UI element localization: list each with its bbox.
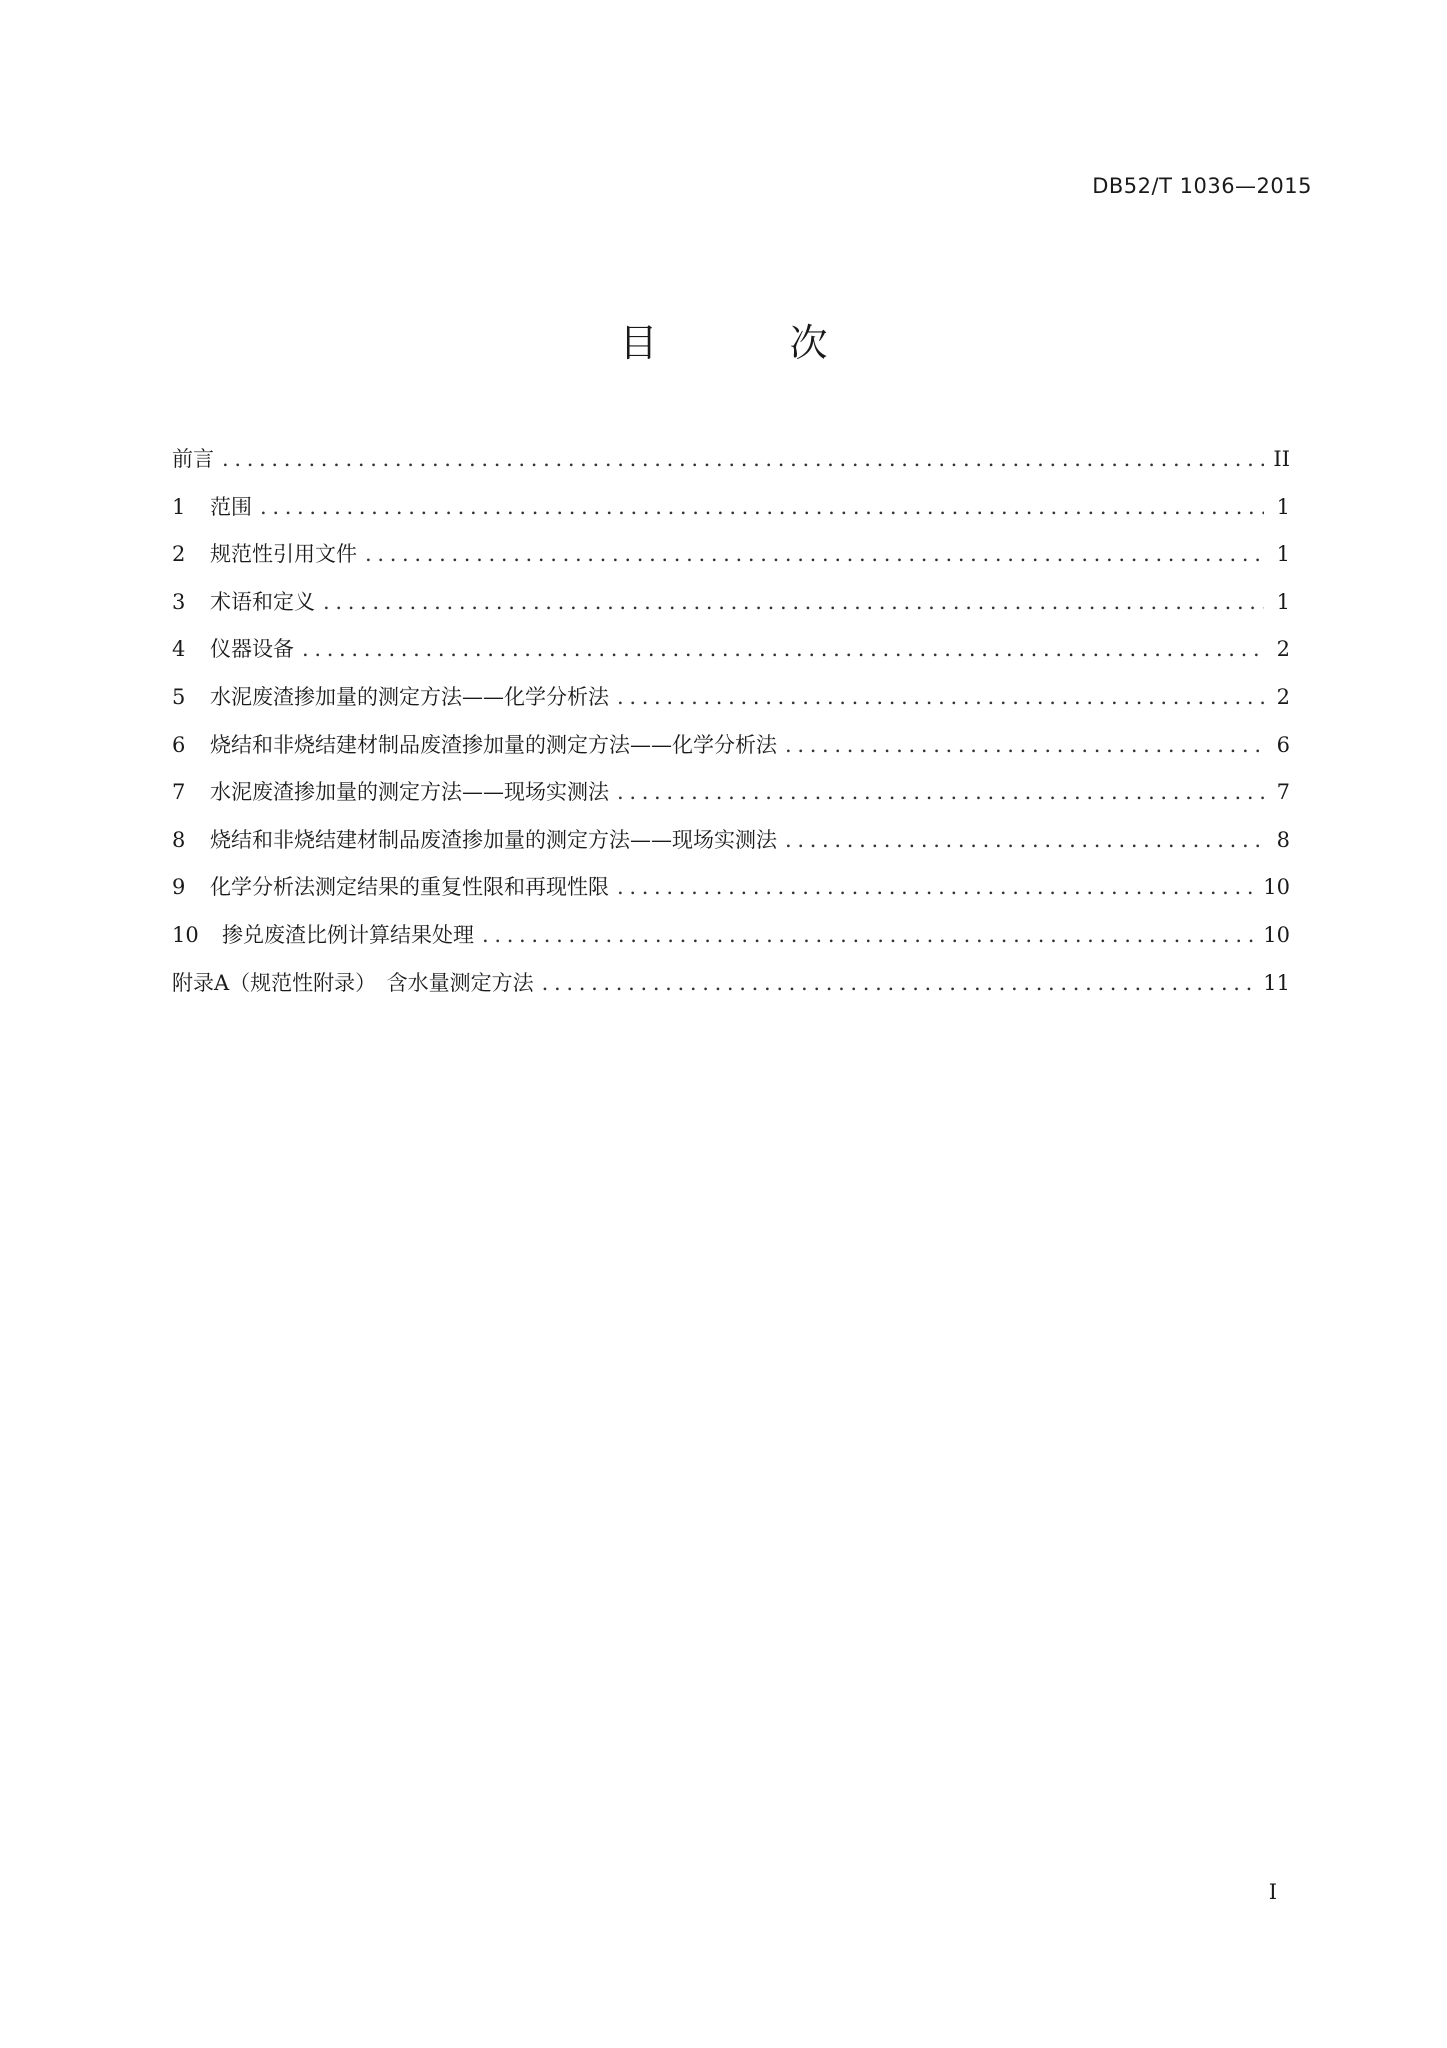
toc-leader-dots	[617, 769, 1264, 817]
toc-item-page: 10	[1263, 875, 1290, 900]
toc-item-page: 7	[1276, 780, 1290, 805]
toc-item-3[interactable]	[172, 579, 1290, 627]
toc-item-text: 附录A（规范性附录） 含水量测定方法	[172, 970, 534, 995]
toc-item-number: 10	[172, 922, 199, 947]
toc-item-7[interactable]	[172, 769, 1290, 817]
toc-leader-dots	[785, 722, 1264, 770]
toc-item-page: 8	[1276, 827, 1290, 852]
toc-item-page: 1	[1276, 589, 1290, 614]
toc-item-number: 6	[172, 732, 186, 757]
toc-item-text: 范围	[210, 494, 252, 519]
page-title: 目 次	[619, 321, 888, 365]
toc-leader-dots	[260, 484, 1264, 532]
toc-item-8[interactable]	[172, 817, 1290, 865]
toc-item-number: 1	[172, 494, 186, 519]
toc-leader-dots	[323, 579, 1264, 627]
toc-leader-dots	[222, 436, 1264, 484]
toc-item-text: 烧结和非烧结建材制品废渣掺加量的测定方法——化学分析法	[210, 732, 777, 757]
toc-item-number: 7	[172, 780, 186, 805]
toc-item-text: 规范性引用文件	[210, 542, 357, 567]
toc-item-text: 水泥废渣掺加量的测定方法——现场实测法	[210, 780, 609, 805]
toc-item-number: 3	[172, 589, 186, 614]
toc-item-page: 11	[1263, 970, 1290, 995]
toc-item-page: 2	[1276, 637, 1290, 662]
toc-item-page: II	[1273, 447, 1290, 471]
toc-item-5[interactable]	[172, 674, 1290, 722]
toc-leader-dots	[302, 626, 1264, 674]
toc-leader-dots	[617, 864, 1255, 912]
toc-item-page: 6	[1276, 732, 1290, 757]
toc-item-number: 2	[172, 542, 186, 567]
toc-leader-dots	[617, 674, 1264, 722]
toc-item-text: 化学分析法测定结果的重复性限和再现性限	[210, 875, 609, 900]
table-of-contents	[172, 436, 1290, 1007]
toc-item-6[interactable]	[172, 722, 1290, 770]
toc-item-number: 5	[172, 684, 186, 709]
toc-item-10[interactable]	[172, 912, 1290, 960]
toc-item-number: 8	[172, 827, 186, 852]
toc-item-page: 2	[1276, 684, 1290, 709]
standard-code: DB52/T 1036—2015	[1092, 174, 1312, 198]
toc-item-1[interactable]	[172, 484, 1290, 532]
toc-item-text: 术语和定义	[210, 589, 315, 614]
toc-item-text: 水泥废渣掺加量的测定方法——化学分析法	[210, 684, 609, 709]
toc-item-text: 仪器设备	[210, 637, 294, 662]
toc-item-text: 掺兑废渣比例计算结果处理	[222, 922, 474, 947]
toc-item-page: 1	[1276, 494, 1290, 519]
toc-leader-dots	[365, 531, 1264, 579]
toc-item-page: 10	[1263, 922, 1290, 947]
toc-item-appendix-a[interactable]	[172, 960, 1290, 1008]
toc-item-text: 烧结和非烧结建材制品废渣掺加量的测定方法——现场实测法	[210, 827, 777, 852]
toc-leader-dots	[482, 912, 1255, 960]
toc-item-9[interactable]	[172, 864, 1290, 912]
page-number: I	[1268, 1880, 1277, 1904]
toc-leader-dots	[785, 817, 1264, 865]
toc-leader-dots	[542, 960, 1256, 1008]
toc-item-text: 前言	[172, 447, 214, 471]
toc-item-number: 9	[172, 875, 186, 900]
toc-item-foreword[interactable]	[172, 436, 1290, 484]
toc-item-number: 4	[172, 637, 186, 662]
toc-item-2[interactable]	[172, 531, 1290, 579]
toc-item-page: 1	[1276, 542, 1290, 567]
toc-item-4[interactable]	[172, 626, 1290, 674]
